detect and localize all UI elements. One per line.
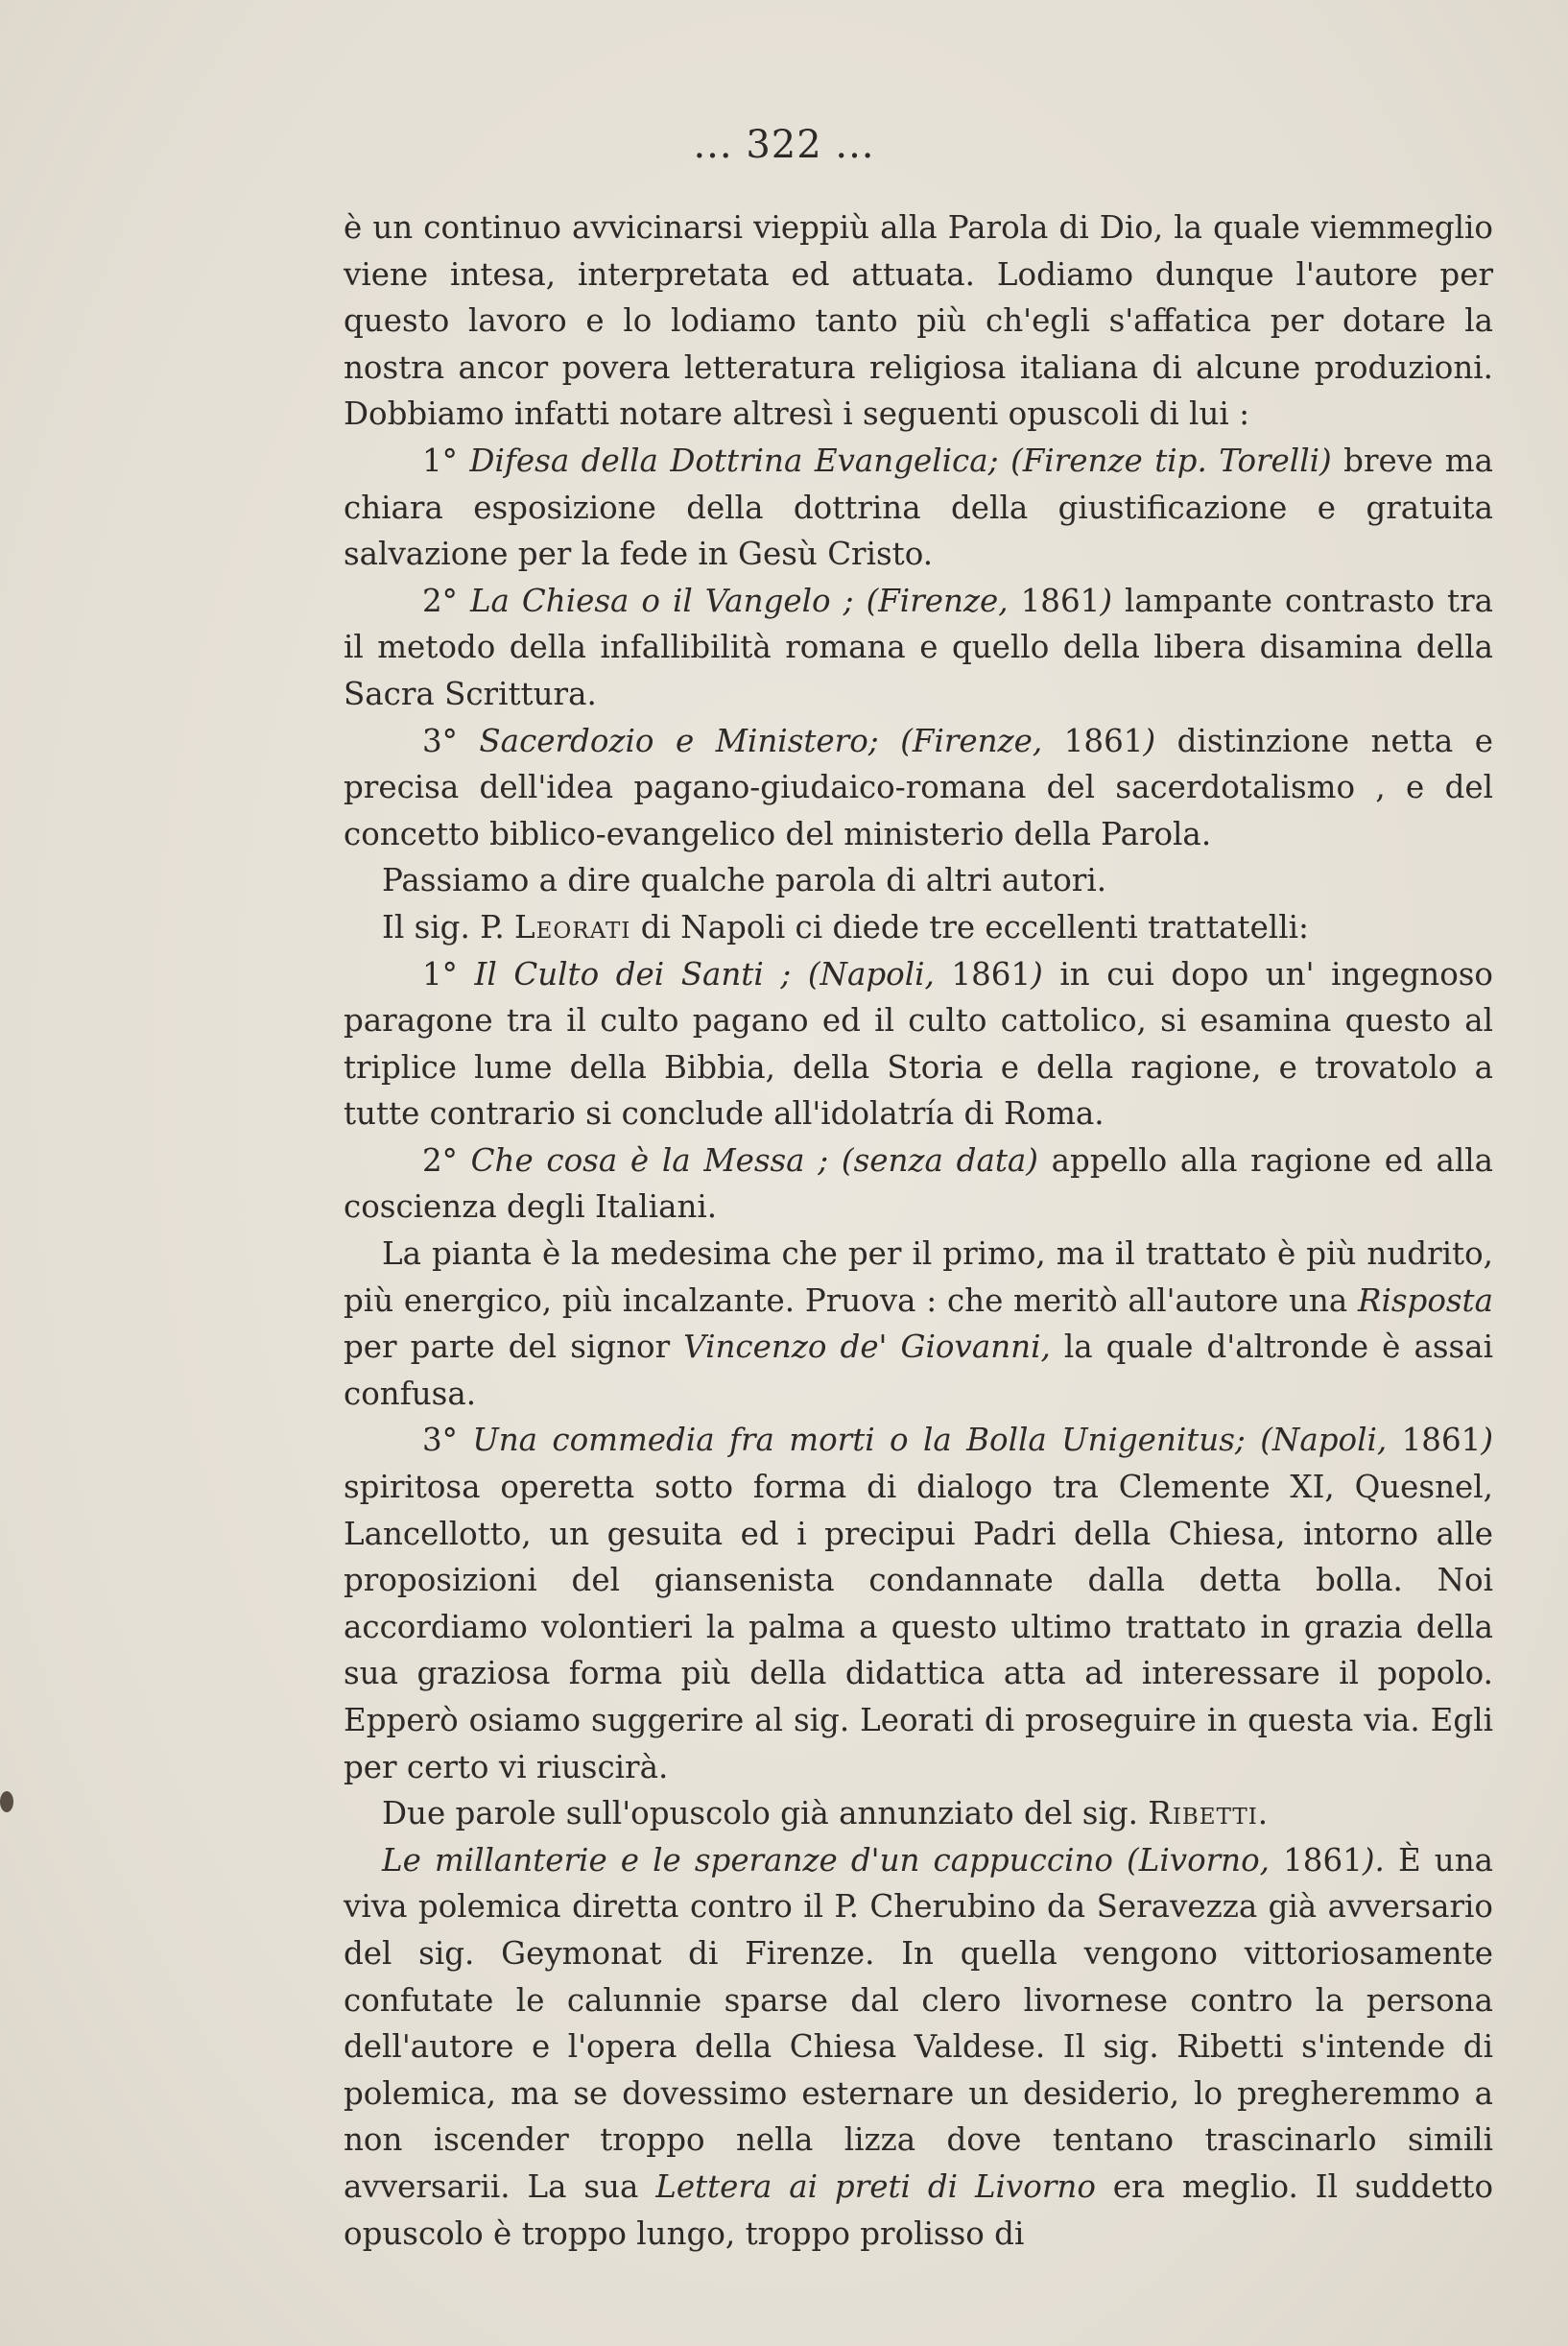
small-caps-name: Leorati (514, 908, 631, 946)
paragraph: 1° Il Culto dei Santi ; (Napoli, 1861) in cui dopo un' ingegnoso paragone tra il culto pagano ed il culto cattolico, si esamina questo al triplice lume della Bibbia, della Storia e della ragione, e trovatolo a tutte contrario si conclude all'idolatría di Roma. (344, 955, 1494, 1133)
paragraph: Passiamo a dire qualche parola di altri autori. (382, 862, 1107, 899)
paragraph: 3° Una commedia fra morti o la Bolla Unigenitus; (Napoli, 1861) spiritosa operetta sotto forma di dialogo tra Clemente XI, Quesnel, Lancellotto, un gesuita ed i precipui Padri della Chiesa, intorno alle proposizioni del giansenista condannate dalla detta bolla. Noi accordiamo volontieri la palma a questo ultimo trattato in grazia della sua graziosa forma più della didattica atta ad interessare il popolo. Epperò osiamo suggerire al sig. Leorati di proseguire in questa via. Egli per certo vi riuscirà. (344, 1422, 1493, 1785)
paragraph: 1° Difesa della Dottrina Evangelica; (Firenze tip. Torelli) breve ma chiara esposizione della dottrina della giustificazione e gratuita salvazione per la fede in Gesù Cristo. (344, 442, 1494, 573)
paragraph: 2° Che cosa è la Messa ; (senza data) appello alla ragione ed alla coscienza degli Italiani. (344, 1141, 1493, 1226)
italic-run: ) (1481, 1422, 1493, 1459)
italic-run: ). (1362, 1841, 1385, 1879)
italic-run: Difesa della Dottrina Evangelica; (Firenze tip. Torelli) (469, 442, 1332, 479)
page-number: ... 322 ... (693, 123, 875, 167)
paragraph: è un continuo avvicinarsi vieppiù alla Parola di Dio, la quale viemmeglio viene intesa, interpretata ed attuata. Lodiamo dunque l'autore per questo lavoro e lo lodiamo tanto più ch'egli s'affatica per dotare la nostra ancor povera letteratura religiosa italiana di alcune produzioni. Dobbiamo infatti notare altresì i seguenti opuscoli di lui : (344, 209, 1493, 433)
italic-run: Il Culto dei Santi ; (Napoli, (474, 955, 935, 993)
italic-run: La Chiesa o il Vangelo ; (Firenze, (469, 582, 1009, 619)
paragraph: 2° La Chiesa o il Vangelo ; (Firenze, 1861) lampante contrasto tra il metodo della infallibilità romana e quello della libera disamina della Sacra Scrittura. (344, 582, 1494, 712)
italic-run: Lettera ai preti di Livorno (655, 2167, 1096, 2205)
paragraph: Le millanterie e le speranze d'un cappuccino (Livorno, 1861). È una viva polemica diretta contro il P. Cherubino da Seravezza già avversario del sig. Geymonat di Firenze. In quella vengono vittoriosamente confutate le calunnie sparse dal clero livornese contro la persona dell'autore e l'opera della Chiesa Valdese. Il sig. Ribetti s'intende di polemica, ma se dovessimo esternare un desiderio, lo pregheremmo a non iscender troppo nella lizza dove tentano trascinarlo simili avversarii. La sua Lettera ai preti di Livorno era meglio. Il suddetto opuscolo è troppo lungo, troppo prolisso di (344, 1841, 1494, 2252)
small-caps-name: Ribetti (1148, 1795, 1258, 1832)
italic-run: Risposta (1357, 1281, 1493, 1319)
italic-run: Vincenzo de' Giovanni, (683, 1329, 1051, 1366)
ink-spot (0, 1791, 13, 1812)
italic-run: ) (1143, 722, 1156, 759)
italic-run: ) (1031, 955, 1043, 993)
italic-run: ) (1100, 582, 1113, 619)
paragraph: La pianta è la medesima che per il primo, ma il trattato è più nudrito, più energico, più incalzante. Pruova : che meritò all'autore una Risposta per parte del signor Vincenzo de' Giovanni, la quale d'altronde è assai confusa. (344, 1235, 1493, 1412)
paragraph: Il sig. P. Leorati di Napoli ci diede tre eccellenti trattatelli: (382, 908, 1309, 946)
paragraph: Due parole sull'opuscolo già annunziato del sig. Ribetti. (382, 1795, 1269, 1832)
paragraph: 3° Sacerdozio e Ministero; (Firenze, 1861) distinzione netta e precisa dell'idea pagano-giudaico-romana del sacerdotalismo , e del concetto biblico-evangelico del ministerio della Parola. (344, 722, 1493, 852)
italic-run: Sacerdozio e Ministero; (Firenze, (479, 722, 1043, 759)
italic-run: Le millanterie e le speranze d'un cappuccino (Livorno, (382, 1841, 1271, 1879)
body-text (344, 204, 1493, 2257)
italic-run: Che cosa è la Messa ; (senza data) (470, 1141, 1038, 1179)
italic-run: Una commedia fra morti o la Bolla Unigenitus; (Napoli, (472, 1422, 1388, 1459)
